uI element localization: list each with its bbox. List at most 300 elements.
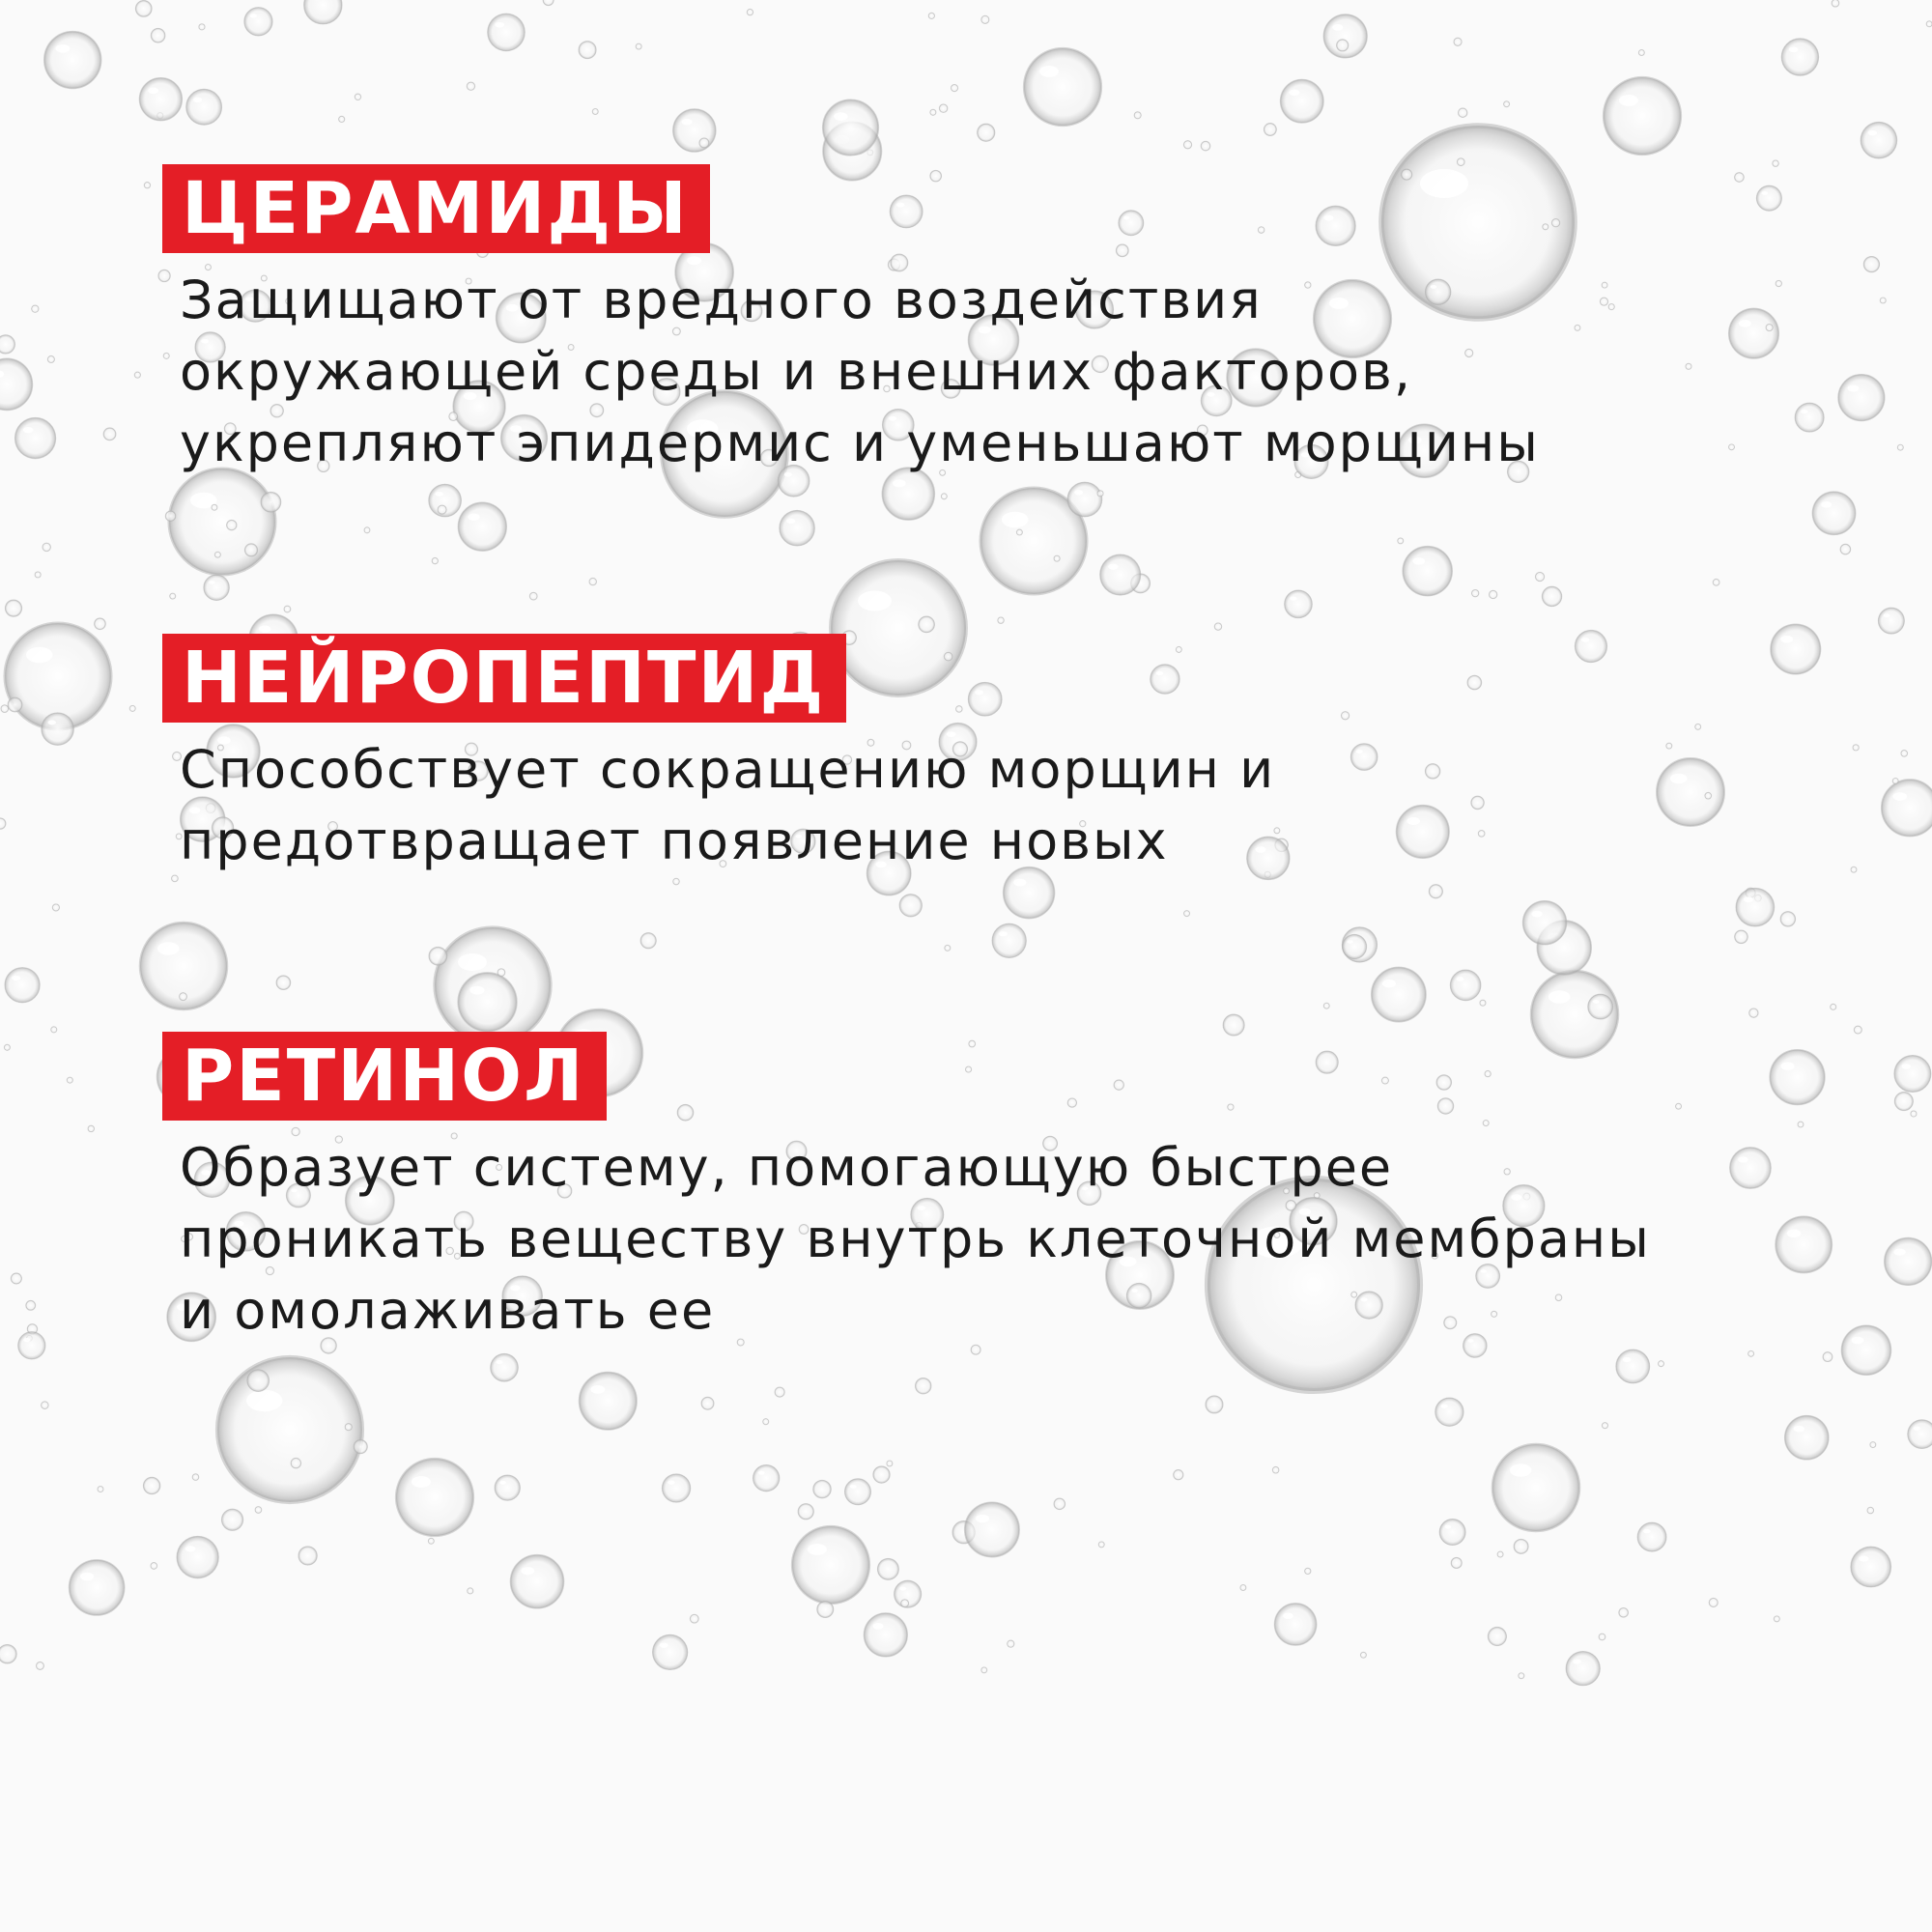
bubble-highlight bbox=[858, 591, 892, 611]
bubble bbox=[653, 1634, 688, 1669]
bubble bbox=[1776, 280, 1781, 286]
bubble bbox=[1439, 1520, 1465, 1546]
bubble bbox=[1770, 1050, 1825, 1105]
bubble bbox=[1, 705, 9, 713]
bubble bbox=[1878, 608, 1904, 634]
bubble bbox=[763, 1419, 769, 1425]
description-line: Образует систему, помогающую быстрее bbox=[180, 1137, 1394, 1198]
bubble bbox=[640, 933, 656, 949]
bubble-highlight bbox=[1108, 564, 1118, 570]
bubble bbox=[1497, 1551, 1503, 1557]
bubble bbox=[1398, 538, 1404, 544]
bubble bbox=[1454, 38, 1462, 45]
bubble bbox=[690, 1614, 698, 1623]
bubble bbox=[1067, 482, 1102, 517]
bubble bbox=[135, 1, 152, 17]
bubble bbox=[1880, 298, 1886, 303]
bubble bbox=[134, 372, 140, 378]
bubble bbox=[1305, 1568, 1311, 1574]
bubble-highlight bbox=[496, 1360, 502, 1364]
bubble bbox=[467, 82, 474, 90]
bubble bbox=[8, 697, 22, 712]
bubble bbox=[52, 904, 59, 911]
bubble bbox=[1372, 967, 1426, 1021]
bubble bbox=[1551, 218, 1559, 226]
description-line: Защищают от вредного воздействия bbox=[180, 270, 1263, 330]
bubble bbox=[1435, 1398, 1463, 1426]
bubble-highlight bbox=[1074, 490, 1083, 495]
bubble bbox=[35, 572, 41, 578]
bubble-highlight bbox=[1406, 817, 1420, 825]
bubble bbox=[355, 94, 360, 99]
description-line: предотвращает появление новых bbox=[180, 810, 1169, 871]
bubble bbox=[247, 1370, 270, 1392]
bubble-highlight bbox=[148, 88, 158, 95]
bubble bbox=[5, 600, 21, 616]
bubble bbox=[1730, 1148, 1772, 1189]
bubble bbox=[32, 305, 39, 312]
bubble-highlight bbox=[758, 1471, 765, 1475]
bubble bbox=[1840, 544, 1851, 554]
bubble bbox=[36, 1662, 43, 1669]
bubble bbox=[1522, 901, 1566, 945]
bubble bbox=[1735, 930, 1748, 944]
bubble bbox=[1602, 1423, 1607, 1429]
bubble bbox=[1709, 1598, 1718, 1606]
bubble-highlight bbox=[26, 647, 53, 664]
bubble bbox=[458, 502, 506, 551]
bubble bbox=[1425, 764, 1439, 779]
section-title-ceramides: ЦЕРАМИДЫ bbox=[162, 164, 710, 253]
bubble bbox=[428, 1538, 434, 1544]
bubble bbox=[1705, 792, 1712, 799]
bubble bbox=[95, 618, 106, 630]
bubble bbox=[589, 578, 597, 585]
bubble-highlight bbox=[1510, 1463, 1532, 1477]
bubble-highlight bbox=[1670, 774, 1688, 784]
bubble bbox=[1798, 1122, 1804, 1127]
bubble bbox=[304, 0, 342, 24]
bubble bbox=[1619, 1607, 1629, 1617]
bubble bbox=[1823, 1352, 1833, 1362]
bubble bbox=[26, 1300, 36, 1310]
bubble-highlight bbox=[682, 119, 693, 126]
bubble bbox=[438, 505, 446, 514]
bubble bbox=[1838, 375, 1885, 421]
bubble bbox=[1360, 1652, 1366, 1658]
bubble bbox=[747, 9, 753, 14]
bubble-highlight bbox=[1781, 1063, 1795, 1071]
bubble-highlight bbox=[185, 1546, 196, 1551]
bubble bbox=[1756, 185, 1781, 211]
bubble bbox=[1776, 1216, 1832, 1272]
bubble bbox=[1280, 79, 1323, 123]
bubble bbox=[1024, 48, 1101, 126]
section-title-retinol: РЕТИНОЛ bbox=[162, 1032, 607, 1121]
bubble-highlight bbox=[412, 1476, 431, 1488]
bubble bbox=[1616, 1350, 1650, 1383]
bubble bbox=[1575, 325, 1580, 330]
bubble bbox=[151, 1563, 157, 1570]
bubble bbox=[192, 1474, 199, 1481]
bubble bbox=[662, 1474, 690, 1502]
bubble bbox=[169, 469, 275, 575]
bubble bbox=[579, 42, 596, 59]
bubble bbox=[1274, 1604, 1316, 1645]
bubble bbox=[43, 543, 51, 552]
bubble bbox=[1911, 1111, 1917, 1117]
bubble bbox=[1214, 623, 1221, 630]
bubble bbox=[1908, 1420, 1932, 1449]
bubble-highlight bbox=[1738, 1156, 1748, 1162]
bubble bbox=[1854, 1026, 1861, 1034]
bubble bbox=[1604, 77, 1681, 155]
bubble bbox=[543, 0, 554, 6]
bubble bbox=[47, 355, 54, 362]
bubble bbox=[1350, 744, 1378, 771]
bubble bbox=[255, 1507, 262, 1514]
bubble bbox=[170, 593, 176, 599]
bubble bbox=[919, 616, 935, 633]
bubble bbox=[753, 1464, 779, 1491]
bubble bbox=[244, 8, 272, 36]
bubble bbox=[497, 969, 505, 977]
bubble-highlight bbox=[12, 976, 20, 980]
bubble bbox=[1882, 780, 1932, 837]
bubble bbox=[1861, 122, 1897, 158]
bubble bbox=[1863, 256, 1879, 271]
bubble bbox=[44, 32, 101, 89]
bubble-highlight bbox=[1868, 130, 1877, 136]
bubble bbox=[1894, 1056, 1931, 1093]
bubble bbox=[1471, 796, 1485, 810]
bubble bbox=[1686, 363, 1691, 369]
bubble bbox=[1897, 444, 1903, 450]
bubble bbox=[1774, 1616, 1779, 1622]
bubble bbox=[180, 993, 187, 1001]
bubble-highlight bbox=[1623, 1357, 1632, 1362]
bubble bbox=[165, 511, 176, 522]
bubble bbox=[1748, 1350, 1754, 1356]
bubble bbox=[1870, 1442, 1876, 1448]
bubble bbox=[364, 527, 370, 533]
description-line: укрепляют эпидермис и уменьшают морщины bbox=[180, 412, 1540, 473]
bubble bbox=[1542, 586, 1561, 606]
bubble bbox=[1602, 282, 1607, 288]
bubble bbox=[1795, 403, 1824, 432]
bubble bbox=[1729, 308, 1779, 358]
bubble bbox=[529, 592, 537, 600]
bubble-highlight bbox=[1762, 191, 1769, 195]
bubble-highlight bbox=[1548, 990, 1571, 1004]
bubble bbox=[1781, 39, 1818, 75]
bubble bbox=[1504, 101, 1510, 107]
bubble bbox=[798, 1504, 813, 1520]
bubble bbox=[18, 1332, 45, 1359]
bubble bbox=[1492, 1444, 1579, 1531]
section-retinol bbox=[162, 1032, 1651, 1347]
bubble bbox=[244, 544, 257, 556]
bubble bbox=[1323, 1003, 1329, 1009]
bubble bbox=[1514, 1539, 1528, 1553]
bubble bbox=[1600, 298, 1607, 305]
description-line: Способствует сокращению морщин и bbox=[180, 739, 1276, 800]
bubble bbox=[339, 116, 345, 122]
bubble-highlight bbox=[668, 1480, 674, 1484]
bubble bbox=[227, 520, 237, 529]
bubble-highlight bbox=[1901, 1064, 1910, 1069]
bubble-highlight bbox=[469, 986, 484, 995]
bubble-highlight bbox=[23, 1338, 30, 1342]
bubble-highlight bbox=[436, 492, 443, 497]
bubble bbox=[1832, 0, 1839, 7]
bubble-highlight bbox=[499, 1481, 506, 1485]
bubble bbox=[261, 492, 281, 512]
bubble bbox=[1853, 745, 1859, 751]
bubble bbox=[1831, 1004, 1836, 1009]
bubble bbox=[1342, 934, 1366, 958]
section-ceramides bbox=[162, 164, 1540, 479]
bubble bbox=[887, 1461, 893, 1466]
bubble bbox=[143, 1477, 159, 1493]
bubble bbox=[1134, 112, 1141, 119]
bubble bbox=[199, 24, 205, 30]
bubble bbox=[592, 108, 598, 114]
bubble-highlight bbox=[786, 519, 795, 524]
bubble bbox=[901, 1600, 909, 1607]
bubble-highlight bbox=[1445, 1525, 1452, 1529]
bubble bbox=[1054, 1498, 1065, 1510]
bubble bbox=[873, 1466, 890, 1483]
bubble bbox=[1100, 554, 1141, 595]
bubble bbox=[1543, 224, 1548, 230]
bubble bbox=[1894, 1093, 1913, 1111]
bubble bbox=[129, 705, 135, 711]
bubble bbox=[992, 923, 1026, 957]
bubble-highlight bbox=[157, 942, 180, 955]
description-line: проникать веществу внутрь клеточной мембраны bbox=[180, 1208, 1651, 1269]
bubble bbox=[354, 1439, 367, 1453]
bubble bbox=[1341, 712, 1349, 720]
bubble bbox=[580, 1373, 637, 1430]
bubble-highlight bbox=[1794, 1426, 1804, 1433]
bubble bbox=[844, 1479, 870, 1505]
bubble-highlight bbox=[1821, 501, 1832, 508]
bubble bbox=[1183, 141, 1191, 149]
bubble bbox=[15, 418, 56, 459]
bubble-highlight bbox=[259, 625, 270, 632]
bubble bbox=[458, 973, 517, 1032]
bubble bbox=[1676, 1103, 1682, 1109]
bubble bbox=[1729, 444, 1735, 450]
bubble bbox=[915, 1378, 930, 1393]
section-title-neuropeptide: НЕЙРОПЕПТИД bbox=[162, 634, 846, 723]
bubble bbox=[1519, 1673, 1524, 1679]
bubble-highlight bbox=[1780, 636, 1793, 643]
section-description-retinol bbox=[180, 1132, 1651, 1347]
bubble bbox=[699, 138, 709, 148]
bubble-highlight bbox=[808, 1544, 827, 1555]
bubble-highlight bbox=[1289, 89, 1299, 96]
bubble bbox=[1657, 758, 1724, 826]
bubble-highlight bbox=[1573, 1659, 1581, 1663]
bubble bbox=[1773, 160, 1779, 167]
bubble bbox=[1184, 911, 1190, 917]
bubble bbox=[1749, 1009, 1758, 1017]
bubble-highlight bbox=[1283, 1613, 1293, 1620]
bubble bbox=[291, 1458, 301, 1468]
bubble bbox=[792, 1526, 869, 1604]
bubble bbox=[1478, 830, 1485, 837]
bubble bbox=[780, 510, 815, 546]
bubble-highlight bbox=[458, 953, 487, 971]
bubble bbox=[1638, 50, 1644, 56]
bubble-highlight bbox=[1441, 1405, 1448, 1408]
bubble bbox=[1588, 994, 1613, 1019]
bubble-highlight bbox=[1739, 320, 1751, 327]
bubble-highlight bbox=[1356, 750, 1363, 753]
bubble bbox=[1429, 885, 1442, 898]
bubble bbox=[217, 1357, 362, 1502]
bubble bbox=[98, 1486, 103, 1492]
bubble-highlight bbox=[660, 1642, 668, 1647]
bubble bbox=[1735, 173, 1745, 183]
bubble bbox=[1892, 778, 1898, 783]
bubble bbox=[1201, 141, 1210, 151]
bubble-highlight bbox=[590, 1385, 605, 1394]
bubble bbox=[1272, 1466, 1279, 1473]
section-neuropeptide bbox=[162, 634, 1275, 877]
bubble bbox=[813, 1480, 832, 1498]
bubble bbox=[1885, 1237, 1932, 1285]
bubble bbox=[5, 968, 40, 1003]
bubble bbox=[823, 99, 879, 156]
bubble bbox=[1926, 21, 1932, 27]
bubble bbox=[928, 13, 934, 18]
bubble bbox=[0, 1645, 16, 1664]
bubble bbox=[817, 1601, 834, 1617]
bubble bbox=[1608, 303, 1614, 309]
bubble bbox=[4, 1044, 10, 1050]
bubble bbox=[1851, 867, 1857, 872]
bubble bbox=[965, 1502, 1019, 1556]
bubble bbox=[1467, 675, 1482, 690]
bubble bbox=[1599, 1634, 1605, 1640]
bubble bbox=[468, 1588, 473, 1594]
bubble bbox=[673, 878, 680, 885]
bubble bbox=[1264, 124, 1276, 136]
bubble bbox=[899, 895, 922, 917]
bubble bbox=[186, 89, 222, 125]
bubble bbox=[345, 1424, 352, 1431]
bubble bbox=[1841, 1325, 1890, 1375]
bubble bbox=[432, 557, 438, 563]
bubble-highlight bbox=[1801, 410, 1808, 414]
bubble-highlight bbox=[209, 581, 215, 584]
bubble bbox=[1666, 743, 1672, 749]
bubble-highlight bbox=[899, 1586, 906, 1590]
bubble bbox=[151, 28, 165, 43]
bubble-highlight bbox=[1531, 911, 1542, 918]
bubble bbox=[1488, 1627, 1506, 1645]
bubble bbox=[177, 1536, 218, 1577]
bubble bbox=[1489, 590, 1496, 598]
bubble bbox=[212, 504, 217, 510]
bubble bbox=[1535, 572, 1544, 581]
bubble bbox=[139, 78, 182, 121]
bubble bbox=[0, 358, 33, 410]
bubble bbox=[0, 335, 14, 354]
bubble bbox=[1403, 547, 1452, 596]
bubble bbox=[1451, 1557, 1462, 1568]
bubble bbox=[1337, 40, 1349, 51]
bubble-highlight bbox=[193, 98, 202, 103]
bubble bbox=[981, 15, 989, 23]
bubble bbox=[978, 124, 995, 141]
bubble bbox=[1736, 888, 1775, 926]
bubble-highlight bbox=[893, 479, 906, 487]
bubble-highlight bbox=[1893, 1248, 1905, 1255]
description-line: и омолаживать ее bbox=[180, 1280, 716, 1341]
bubble bbox=[1851, 1547, 1891, 1587]
bubble bbox=[1471, 589, 1478, 596]
bubble bbox=[1206, 1396, 1223, 1413]
bubble bbox=[1458, 108, 1467, 118]
bubble bbox=[951, 84, 957, 91]
section-description-neuropeptide bbox=[180, 734, 1275, 877]
bubble bbox=[1867, 1507, 1874, 1514]
bubble-highlight bbox=[1787, 1229, 1802, 1237]
bubble bbox=[70, 1560, 125, 1615]
bubble-highlight bbox=[1643, 1529, 1650, 1533]
bubble-highlight bbox=[1789, 46, 1799, 52]
bubble bbox=[396, 1459, 473, 1536]
description-line: окружающей среды и внешних факторов, bbox=[180, 341, 1412, 402]
bubble bbox=[939, 104, 948, 113]
bubble bbox=[1016, 529, 1022, 535]
bubble bbox=[1771, 624, 1821, 674]
bubble bbox=[88, 1125, 95, 1132]
bubble-highlight bbox=[80, 1573, 94, 1581]
bubble bbox=[1240, 1584, 1246, 1590]
bubble bbox=[67, 1077, 72, 1083]
bubble bbox=[864, 1613, 907, 1657]
bubble bbox=[429, 947, 447, 965]
bubble-highlight bbox=[850, 1485, 857, 1489]
bubble bbox=[491, 1353, 519, 1381]
bubble-highlight bbox=[1382, 980, 1396, 987]
bubble bbox=[1901, 751, 1908, 757]
bubble bbox=[1637, 1522, 1666, 1551]
bubble-highlight bbox=[1581, 638, 1589, 642]
bubble bbox=[877, 1558, 898, 1579]
bubble-highlight bbox=[834, 112, 847, 121]
bubble bbox=[1054, 555, 1060, 561]
bubble bbox=[1812, 492, 1856, 535]
bubble bbox=[1480, 1000, 1486, 1006]
bubble bbox=[488, 14, 526, 51]
bubble bbox=[1285, 590, 1313, 618]
bubble bbox=[214, 552, 220, 557]
bubble bbox=[981, 1667, 987, 1673]
bubble bbox=[701, 1397, 714, 1409]
bubble bbox=[1097, 491, 1103, 497]
bubble-highlight bbox=[48, 720, 56, 724]
bubble bbox=[1323, 14, 1367, 58]
bubble bbox=[1713, 579, 1719, 585]
bubble-highlight bbox=[1619, 95, 1638, 106]
bubble bbox=[945, 945, 951, 951]
